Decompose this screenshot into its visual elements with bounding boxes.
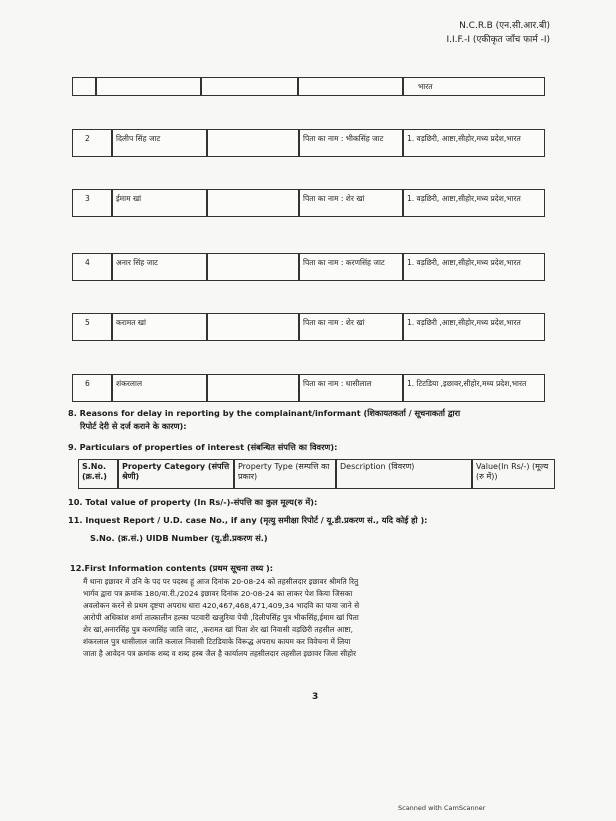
accused-name: दिलीप सिंह जाट bbox=[116, 134, 161, 143]
property-header-category: Property Category (संपत्ति श्रेणी) bbox=[118, 459, 234, 489]
top-row-blank-cell bbox=[201, 77, 298, 96]
accused-blank-cell bbox=[207, 374, 299, 402]
accused-address-cell bbox=[403, 129, 545, 157]
accused-sno: 4 bbox=[85, 258, 90, 267]
fir-line-2: भार्गव द्वारा पत्र क्रमांक 180/वा.री./2024 इछावर दिनांक 20-08-24 का लाकर पेश किया जिसका bbox=[83, 589, 353, 598]
accused-sno: 3 bbox=[85, 194, 90, 203]
accused-blank-cell bbox=[207, 253, 299, 281]
section8-title: 8. Reasons for delay in reporting by the complainant/informant (शिकायतकर्ता / सूचनाकर्ता द्वारा bbox=[68, 408, 461, 418]
accused-sno-cell bbox=[72, 313, 112, 341]
accused-relation-cell bbox=[299, 129, 403, 157]
accused-address: 1. वड़छिरी, आष्टा,सीहोर,मध्य प्रदेश,भारत bbox=[407, 258, 521, 267]
accused-relation-cell bbox=[299, 313, 403, 341]
accused-address: 1. वड़छिरी, आष्टा,सीहोर,मध्य प्रदेश,भारत bbox=[407, 134, 521, 143]
accused-address: 1. वड़छिरी, आष्टा,सीहोर,मध्य प्रदेश,भारत bbox=[407, 194, 521, 203]
accused-name-cell bbox=[112, 313, 207, 341]
accused-sno-cell bbox=[72, 374, 112, 402]
accused-relation-cell bbox=[299, 374, 403, 402]
top-row-relation-cell bbox=[298, 77, 403, 96]
section10-title: 10. Total value of property (In Rs/-)-संपत्ति का कुल मूल्य(रु में): bbox=[68, 497, 318, 507]
accused-address-cell bbox=[403, 374, 545, 402]
property-header-sno: S.No. (क्र.सं.) bbox=[78, 459, 118, 489]
top-row-name-cell bbox=[96, 77, 201, 96]
accused-address-cell bbox=[403, 189, 545, 217]
fir-line-3: अवलोकन करने से प्रथम दृष्टया अपराध धारा 420,467,468,471,409,34 भादवि का पाया जाने से bbox=[83, 601, 360, 610]
accused-sno-cell bbox=[72, 253, 112, 281]
property-header-type: Property Type (सम्पत्ति का प्रकार) bbox=[234, 459, 336, 489]
accused-relation: पिता का नाम : करणसिंह जाट bbox=[303, 258, 385, 267]
top-row-address: भारत bbox=[418, 82, 433, 91]
accused-relation: पिता का नाम : शेर खां bbox=[303, 318, 365, 327]
accused-blank-cell bbox=[207, 313, 299, 341]
accused-sno-cell bbox=[72, 189, 112, 217]
accused-name: शंकरलाल bbox=[116, 379, 143, 388]
fir-line-6: शंकरलाल पुत्र धासीलाल जाति कलाल निवासी टिटडियाके विरूद्ध अपराध कायम कर विवेचना में लिया bbox=[83, 637, 351, 646]
accused-sno-cell bbox=[72, 129, 112, 157]
accused-relation-cell bbox=[299, 189, 403, 217]
accused-relation: पिता का नाम : भीकसिंह जाट bbox=[303, 134, 384, 143]
accused-name: करामत खां bbox=[116, 318, 146, 327]
fir-line-5: शेर खां,अनारसिंह पुत्र करणसिंह जाति जाट, ,करामत खां पिता शेर खां निवासी वड़छिरी तहसील आष्टा, bbox=[83, 625, 353, 634]
accused-blank-cell bbox=[207, 129, 299, 157]
accused-name-cell bbox=[112, 189, 207, 217]
accused-sno: 2 bbox=[85, 134, 90, 143]
page-number: 3 bbox=[312, 692, 319, 702]
section9-title: 9. Particulars of properties of interest (संबन्धित संपत्ति का विवरण): bbox=[68, 442, 338, 452]
form-code-line2: I.I.F.-I (एकीकृत जाँच फार्म -I) bbox=[446, 35, 550, 45]
section11-subtitle: S.No. (क्र.सं.) UIDB Number (यू.डी.प्रकरण सं.) bbox=[90, 533, 268, 543]
top-row-sno-cell bbox=[72, 77, 96, 96]
accused-name-cell bbox=[112, 129, 207, 157]
fir-line-1: मैं थाना इछावर में उनि के पद पर पदस्थ हूं आज दिनांक 20-08-24 को तहसीलदार इछावर श्रीमति रितु bbox=[83, 577, 359, 586]
accused-name: अनार सिंह जाट bbox=[116, 258, 158, 267]
form-code-line1: N.C.R.B (एन.सी.आर.बी) bbox=[459, 21, 550, 31]
accused-name-cell bbox=[112, 374, 207, 402]
property-header-description: Description (विवरण) bbox=[336, 459, 472, 489]
accused-relation: पिता का नाम : धासीलाल bbox=[303, 379, 372, 388]
top-row-address-cell bbox=[403, 77, 545, 96]
accused-address-cell bbox=[403, 253, 545, 281]
scanner-footer: Scanned with CamScanner bbox=[398, 804, 486, 812]
fir-line-7: जाता है आवेदन पत्र क्रमांक शब्द व शब्द हस्ब जैल है कार्यालय तहसीलदार तहसील इछावर जिला सीहोर bbox=[83, 649, 357, 658]
accused-relation: पिता का नाम : शेर खां bbox=[303, 194, 365, 203]
accused-sno: 6 bbox=[85, 379, 90, 388]
accused-address-cell bbox=[403, 313, 545, 341]
accused-address: 1. टिटडिया ,इछावर,सीहोर,मध्य प्रदेश,भारत bbox=[407, 379, 527, 388]
accused-name-cell bbox=[112, 253, 207, 281]
section12-title: 12.First Information contents (प्रथम सूचना तथ्य ): bbox=[70, 563, 274, 573]
accused-name: ईमाम खां bbox=[116, 194, 142, 203]
accused-sno: 5 bbox=[85, 318, 90, 327]
section8-subtitle: रिपोर्ट देरी से दर्ज कराने के कारण): bbox=[80, 421, 187, 431]
property-header-value: Value(In Rs/-) (मूल्य (रु में)) bbox=[472, 459, 555, 489]
accused-blank-cell bbox=[207, 189, 299, 217]
section11-title: 11. Inquest Report / U.D. case No., if any (मृत्यु समीक्षा रिपोर्ट / यू.डी.प्रकरण सं., यदि कोई हो ): bbox=[68, 515, 428, 525]
accused-relation-cell bbox=[299, 253, 403, 281]
fir-line-4: आरोपी अधिकांश शर्मा तात्कालीन हल्का पटवारी खजुरिया पेची ,दिलीपसिंह पुत्र भीकसिंह,ईमाम खां पिता bbox=[83, 613, 359, 622]
accused-address: 1. वड़छिरी ,आष्टा,सीहोर,मध्य प्रदेश,भारत bbox=[407, 318, 521, 327]
